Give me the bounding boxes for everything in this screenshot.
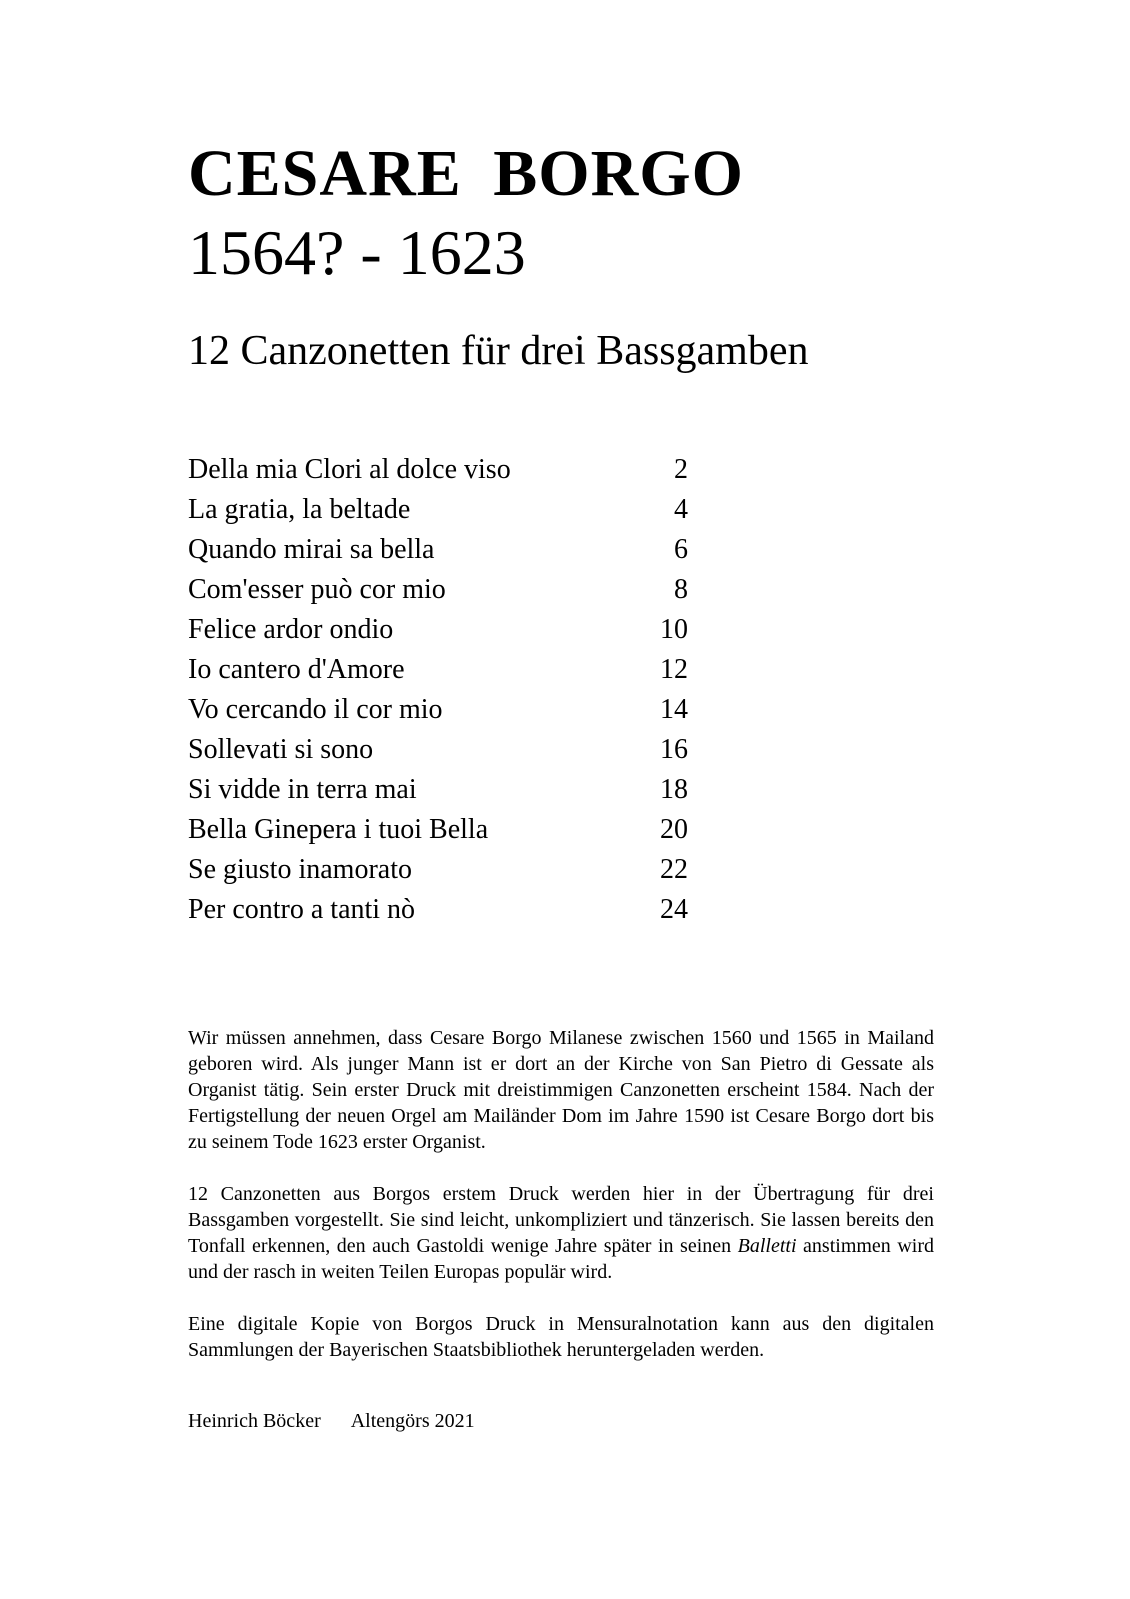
toc-entry xyxy=(188,650,688,690)
toc-entry xyxy=(188,770,688,810)
place-year: Altengörs 2021 xyxy=(350,1410,475,1432)
toc-entry-page: 2 xyxy=(674,454,688,485)
toc-entry-title: Felice ardor ondio xyxy=(188,614,394,645)
toc-entry xyxy=(188,570,688,610)
toc-entry-page: 20 xyxy=(660,814,688,845)
toc-entry-page: 16 xyxy=(660,734,688,765)
toc-entry-page: 12 xyxy=(660,654,688,685)
toc-entry xyxy=(188,810,688,850)
toc-entry-page: 4 xyxy=(674,494,688,525)
paragraph-edition-text: 12 Canzonetten aus Borgos erstem Druck werden hier in der Übertragung für drei Bassgamben vorgestellt. Sie sind leicht, unkompliziert und tänzerisch. Sie lassen bereits den Tonfall erkennen, den auch Gastoldi wenige Jahre später in seinen xyxy=(188,1183,934,1257)
document-subtitle: 12 Canzonetten für drei Bassgamben xyxy=(188,328,809,374)
paragraph-biography: Wir müssen annehmen, dass Cesare Borgo Milanese zwischen 1560 und 1565 in Mailand geboren wird. Als junger Mann ist er dort an der Kirche von San Pietro di Gessate als Organist tätig. Sein erster Druck mit dreistimmigen Canzonetten erscheint 1584. Nach der Fertigstellung der neuen Orgel am Mailänder Dom im Jahre 1590 ist Cesare Borgo dort bis zu seinem Tode 1623 erster Organist. xyxy=(188,1027,934,1153)
toc-entry-page: 14 xyxy=(660,694,688,725)
toc-entry xyxy=(188,690,688,730)
paragraph-edition-italic: Balletti xyxy=(737,1235,797,1257)
toc-entry xyxy=(188,730,688,770)
paragraph-source: Eine digitale Kopie von Borgos Druck in Mensuralnotation kann aus den digitalen Sammlungen der Bayerischen Staatsbibliothek heruntergeladen werden. xyxy=(188,1313,934,1361)
toc-entry-title: Bella Ginepera i tuoi Bella xyxy=(188,814,489,845)
toc-entry-page: 8 xyxy=(674,574,688,605)
toc-entry xyxy=(188,530,688,570)
toc-entry-title: Se giusto inamorato xyxy=(188,854,412,885)
signature-line xyxy=(188,1408,475,1434)
toc-entry xyxy=(188,490,688,530)
toc-entry-title: Sollevati si sono xyxy=(188,734,374,765)
toc-entry-title: Si vidde in terra mai xyxy=(188,774,417,805)
table-of-contents xyxy=(188,450,688,930)
toc-entry-title: Della mia Clori al dolce viso xyxy=(188,454,511,485)
toc-entry-page: 6 xyxy=(674,534,688,565)
toc-entry-title: Quando mirai sa bella xyxy=(188,534,435,565)
paragraph-edition xyxy=(188,1181,934,1285)
toc-entry-page: 18 xyxy=(660,774,688,805)
toc-entry-title: Per contro a tanti nò xyxy=(188,894,416,925)
toc-entry xyxy=(188,890,688,930)
description-text xyxy=(188,1025,934,1389)
composer-dates: 1564? - 1623 xyxy=(188,217,526,288)
composer-name: CESARE BORGO xyxy=(188,137,744,210)
toc-entry-page: 24 xyxy=(660,894,688,925)
toc-entry-title: La gratia, la beltade xyxy=(188,494,411,525)
toc-entry-page: 22 xyxy=(660,854,688,885)
toc-entry-title: Io cantero d'Amore xyxy=(188,654,405,685)
toc-entry xyxy=(188,610,688,650)
toc-entry xyxy=(188,850,688,890)
toc-entry xyxy=(188,450,688,490)
paragraph-edition-text-end: anstimmen wird und der rasch in weiten Teilen Europas populär wird. xyxy=(188,1235,934,1283)
author-name: Heinrich Böcker xyxy=(188,1410,321,1432)
toc-entry-title: Com'esser può cor mio xyxy=(188,574,446,605)
toc-entry-title: Vo cercando il cor mio xyxy=(188,694,443,725)
toc-entry-page: 10 xyxy=(660,614,688,645)
